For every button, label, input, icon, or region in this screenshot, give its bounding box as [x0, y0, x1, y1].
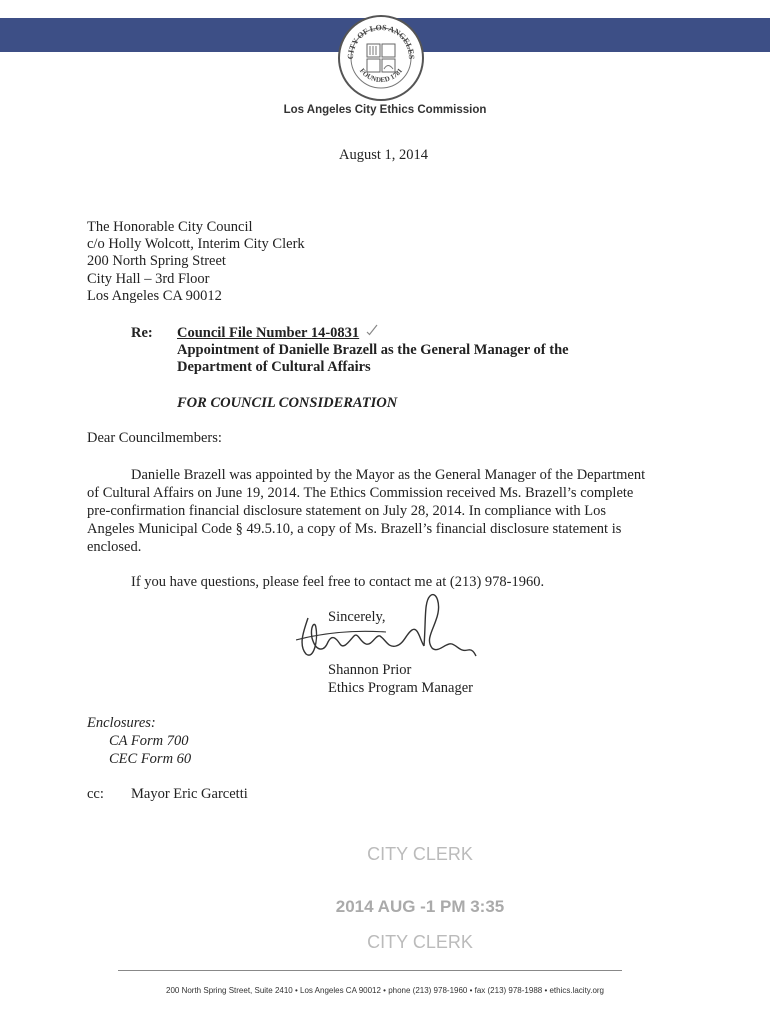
- enclosure-item: CEC Form 60: [109, 751, 192, 767]
- stamp-line: 2014 AUG -1 PM 3:35: [335, 897, 505, 916]
- body-line: enclosed.: [87, 539, 142, 555]
- seal-text-top: CITY OF LOS ANGELES: [345, 22, 417, 60]
- salutation: Dear Councilmembers:: [87, 430, 222, 446]
- enclosures-label: Enclosures:: [87, 715, 156, 731]
- address-line-4: City Hall – 3rd Floor: [87, 271, 210, 287]
- address-line-2: c/o Holly Wolcott, Interim City Clerk: [87, 236, 305, 252]
- body-line: Danielle Brazell was appointed by the Mayor as the General Manager of the Department: [131, 467, 646, 483]
- footer-contact: 200 North Spring Street, Suite 2410 • Los Angeles CA 90012 • phone (213) 978-1960 • fax (213) 978-1988 • ethics.lacity.org: [166, 986, 604, 995]
- questions-line: If you have questions, please feel free to contact me at (213) 978-1960.: [131, 574, 545, 590]
- cc-label: cc:: [87, 786, 104, 802]
- city-seal-logo: [337, 14, 425, 102]
- stamp-line: CITY CLERK: [367, 932, 473, 952]
- council-file-number: Council File Number 14-0831: [177, 325, 360, 341]
- handwritten-signature: [296, 590, 486, 670]
- seal-text-bottom: FOUNDED 1781: [357, 66, 405, 85]
- consideration-heading: FOR COUNCIL CONSIDERATION: [177, 395, 398, 411]
- re-subject-line-2: Department of Cultural Affairs: [177, 359, 371, 375]
- checkmark-icon: [366, 324, 378, 336]
- agency-name: Los Angeles City Ethics Commission: [283, 104, 487, 116]
- body-paragraph: [87, 466, 687, 556]
- address-line-3: 200 North Spring Street: [87, 253, 226, 269]
- received-stamp: [320, 820, 520, 980]
- closing: Sincerely,: [328, 609, 386, 625]
- signer-name: Shannon Prior: [328, 662, 412, 678]
- re-label: Re:: [131, 325, 153, 341]
- address-line-1: The Honorable City Council: [87, 219, 253, 235]
- cc-recipient: Mayor Eric Garcetti: [131, 786, 248, 802]
- body-line: Angeles Municipal Code § 49.5.10, a copy of Ms. Brazell’s financial disclosure statement is: [87, 521, 622, 537]
- enclosure-item: CA Form 700: [109, 733, 189, 749]
- body-line: of Cultural Affairs on June 19, 2014. The Ethics Commission received Ms. Brazell’s complete: [87, 485, 634, 501]
- signer-title: Ethics Program Manager: [328, 680, 473, 696]
- stamp-line: CITY CLERK: [367, 844, 473, 864]
- footer-divider: [118, 970, 622, 971]
- address-line-5: Los Angeles CA 90012: [87, 288, 222, 304]
- re-subject-line-1: Appointment of Danielle Brazell as the General Manager of the: [177, 342, 569, 358]
- body-line: pre-confirmation financial disclosure statement on July 28, 2014. In compliance with Los: [87, 503, 607, 519]
- letter-date: August 1, 2014: [339, 147, 429, 163]
